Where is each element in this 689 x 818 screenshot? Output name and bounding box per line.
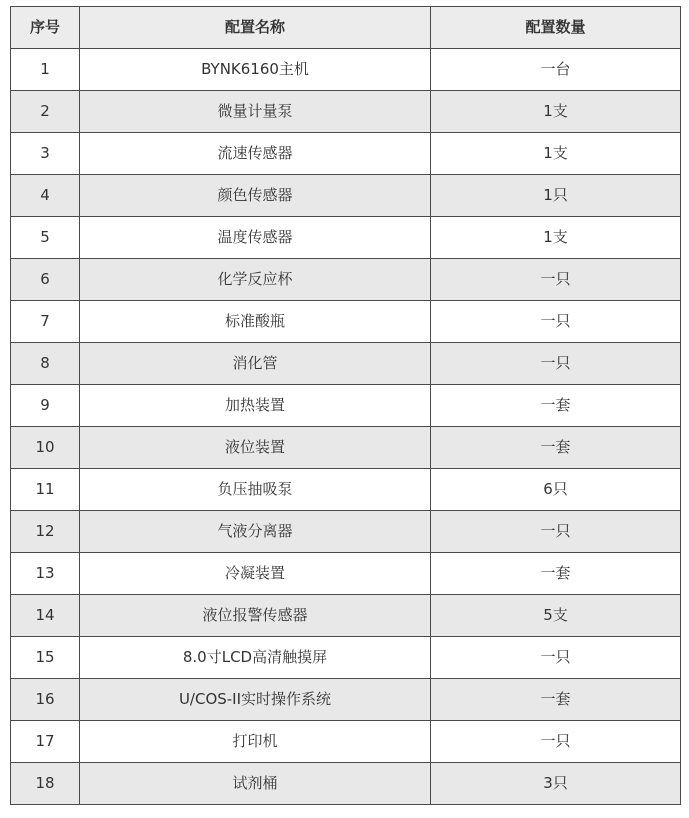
header-serial-number: 序号 bbox=[11, 7, 80, 49]
cell-config-quantity: 一只 bbox=[431, 343, 681, 385]
cell-config-name: 颜色传感器 bbox=[80, 175, 431, 217]
cell-config-name: 流速传感器 bbox=[80, 133, 431, 175]
cell-config-name: 液位装置 bbox=[80, 427, 431, 469]
table-row bbox=[11, 763, 681, 805]
cell-serial-number: 14 bbox=[11, 595, 80, 637]
cell-serial-number: 11 bbox=[11, 469, 80, 511]
cell-config-quantity: 1支 bbox=[431, 91, 681, 133]
cell-serial-number: 12 bbox=[11, 511, 80, 553]
cell-serial-number: 5 bbox=[11, 217, 80, 259]
table-row bbox=[11, 259, 681, 301]
cell-serial-number: 1 bbox=[11, 49, 80, 91]
cell-config-name: 液位报警传感器 bbox=[80, 595, 431, 637]
cell-serial-number: 9 bbox=[11, 385, 80, 427]
cell-config-quantity: 1支 bbox=[431, 133, 681, 175]
cell-config-quantity: 1只 bbox=[431, 175, 681, 217]
cell-config-name: 消化管 bbox=[80, 343, 431, 385]
config-table-container bbox=[10, 6, 680, 805]
cell-config-name: 化学反应杯 bbox=[80, 259, 431, 301]
cell-config-quantity: 一套 bbox=[431, 553, 681, 595]
cell-config-quantity: 一只 bbox=[431, 511, 681, 553]
cell-config-name: 负压抽吸泵 bbox=[80, 469, 431, 511]
cell-config-name: 加热装置 bbox=[80, 385, 431, 427]
cell-serial-number: 16 bbox=[11, 679, 80, 721]
table-row bbox=[11, 49, 681, 91]
cell-config-name: 微量计量泵 bbox=[80, 91, 431, 133]
cell-config-quantity: 一只 bbox=[431, 259, 681, 301]
cell-config-name: 试剂桶 bbox=[80, 763, 431, 805]
table-row bbox=[11, 721, 681, 763]
table-row bbox=[11, 469, 681, 511]
cell-config-quantity: 一套 bbox=[431, 427, 681, 469]
cell-config-quantity: 一只 bbox=[431, 301, 681, 343]
table-row bbox=[11, 91, 681, 133]
header-row bbox=[11, 7, 681, 49]
cell-serial-number: 3 bbox=[11, 133, 80, 175]
header-config-quantity: 配置数量 bbox=[431, 7, 681, 49]
cell-config-name: 气液分离器 bbox=[80, 511, 431, 553]
cell-config-quantity: 一只 bbox=[431, 637, 681, 679]
cell-serial-number: 17 bbox=[11, 721, 80, 763]
cell-config-name: 温度传感器 bbox=[80, 217, 431, 259]
cell-config-quantity: 3只 bbox=[431, 763, 681, 805]
table-row bbox=[11, 385, 681, 427]
cell-serial-number: 13 bbox=[11, 553, 80, 595]
cell-config-quantity: 5支 bbox=[431, 595, 681, 637]
table-header bbox=[11, 7, 681, 49]
cell-serial-number: 15 bbox=[11, 637, 80, 679]
cell-serial-number: 8 bbox=[11, 343, 80, 385]
table-row bbox=[11, 637, 681, 679]
header-config-name: 配置名称 bbox=[80, 7, 431, 49]
table-row bbox=[11, 217, 681, 259]
cell-serial-number: 6 bbox=[11, 259, 80, 301]
table-row bbox=[11, 133, 681, 175]
table-row bbox=[11, 175, 681, 217]
cell-serial-number: 4 bbox=[11, 175, 80, 217]
cell-config-name: BYNK6160主机 bbox=[80, 49, 431, 91]
table-row bbox=[11, 343, 681, 385]
cell-config-quantity: 1支 bbox=[431, 217, 681, 259]
cell-config-name: 冷凝装置 bbox=[80, 553, 431, 595]
table-body bbox=[11, 49, 681, 805]
table-row bbox=[11, 301, 681, 343]
cell-config-name: 标准酸瓶 bbox=[80, 301, 431, 343]
cell-serial-number: 10 bbox=[11, 427, 80, 469]
cell-config-quantity: 6只 bbox=[431, 469, 681, 511]
cell-config-quantity: 一台 bbox=[431, 49, 681, 91]
cell-serial-number: 18 bbox=[11, 763, 80, 805]
table-row bbox=[11, 595, 681, 637]
config-table bbox=[10, 6, 681, 805]
cell-serial-number: 7 bbox=[11, 301, 80, 343]
cell-config-quantity: 一套 bbox=[431, 679, 681, 721]
cell-config-quantity: 一套 bbox=[431, 385, 681, 427]
cell-serial-number: 2 bbox=[11, 91, 80, 133]
cell-config-name: 8.0寸LCD高清触摸屏 bbox=[80, 637, 431, 679]
cell-config-name: 打印机 bbox=[80, 721, 431, 763]
table-row bbox=[11, 511, 681, 553]
table-row bbox=[11, 553, 681, 595]
table-row bbox=[11, 679, 681, 721]
cell-config-name: U/COS-II实时操作系统 bbox=[80, 679, 431, 721]
table-row bbox=[11, 427, 681, 469]
cell-config-quantity: 一只 bbox=[431, 721, 681, 763]
